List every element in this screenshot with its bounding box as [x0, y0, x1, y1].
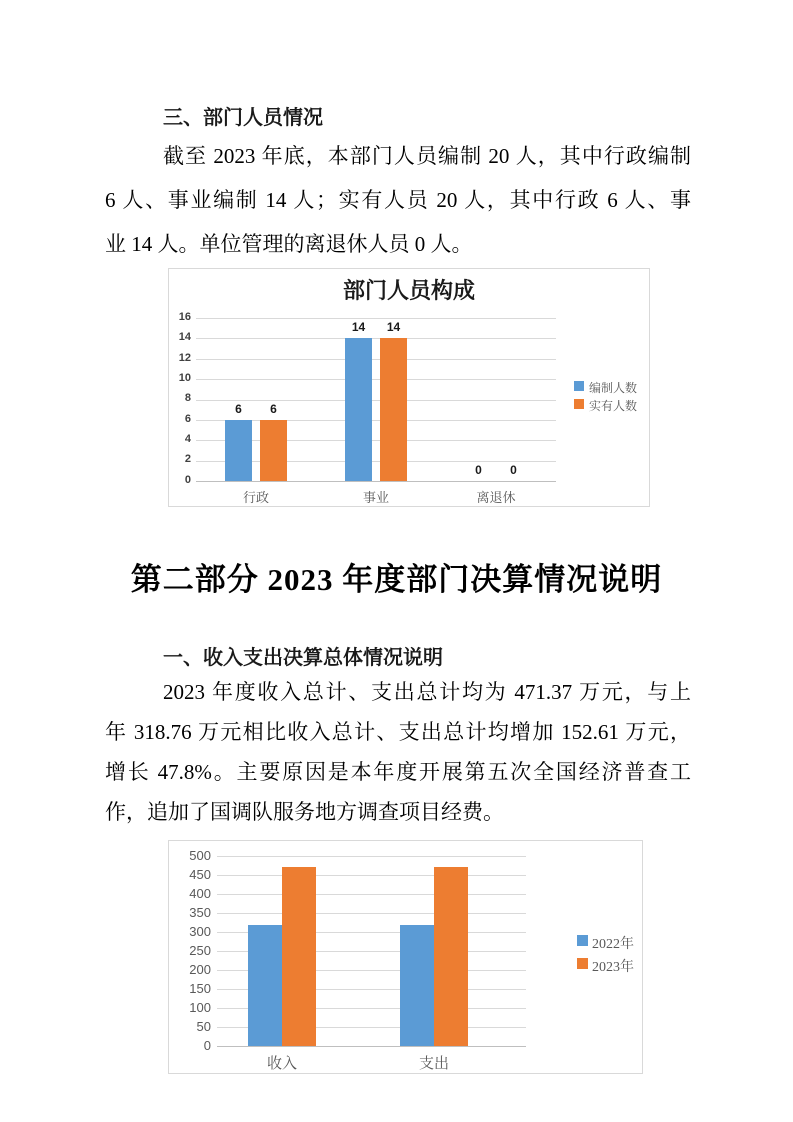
gridline [196, 338, 556, 339]
y-tick-label: 12 [178, 352, 191, 364]
text-line: 增长 47.8%。主要原因是本年度开展第五次全国经济普查工 [105, 760, 691, 784]
y-tick-label: 0 [203, 1038, 211, 1053]
text-line: 作，追加了国调队服务地方调查项目经费。 [105, 800, 504, 824]
y-tick-label: 16 [178, 311, 191, 323]
paragraph-income-expenditure [105, 672, 691, 832]
y-tick-label: 50 [196, 1019, 211, 1034]
legend-swatch [577, 935, 588, 946]
legend-label: 2023年 [592, 960, 634, 975]
legend-swatch [574, 381, 584, 391]
x-category-label: 收入 [266, 1056, 297, 1072]
legend-item [574, 397, 637, 415]
bar-value-label: 6 [270, 402, 277, 416]
gridline [196, 318, 556, 319]
x-category-label: 行政 [242, 490, 269, 505]
y-tick-label: 4 [184, 433, 191, 445]
bar [225, 420, 252, 481]
bar [434, 867, 468, 1046]
bar [380, 338, 407, 481]
legend-swatch [577, 958, 588, 969]
legend-label: 编制人数 [589, 381, 638, 395]
text-line: 业 14 人。单位管理的离退休人员 0 人。 [105, 232, 473, 256]
bar-value-label: 14 [386, 320, 401, 334]
bar [260, 420, 287, 481]
bar [345, 338, 372, 481]
y-tick-label: 400 [189, 886, 211, 901]
text-line: 年 318.76 万元相比收入总计、支出总计均增加 152.61 万元， [105, 720, 691, 744]
x-category-label: 支出 [418, 1056, 449, 1072]
paragraph-personnel [105, 134, 691, 266]
section-heading-personnel: 三、部门人员情况 [163, 107, 323, 129]
y-tick-label: 200 [189, 962, 211, 977]
y-tick-label: 150 [189, 981, 211, 996]
legend-swatch [574, 399, 584, 409]
y-tick-label: 300 [189, 924, 211, 939]
gridline [217, 894, 526, 895]
gridline [217, 913, 526, 914]
x-category-label: 离退休 [476, 490, 516, 505]
x-axis-line [217, 1046, 526, 1047]
y-tick-label: 500 [189, 848, 211, 863]
text-line: 截至 2023 年底，本部门人员编制 20 人，其中行政编制 [163, 144, 691, 168]
bar-value-label: 0 [475, 463, 482, 477]
chart-personnel-composition [168, 268, 650, 507]
bar-value-label: 6 [235, 402, 242, 416]
y-tick-label: 250 [189, 943, 211, 958]
legend-item [574, 379, 637, 397]
legend-item [577, 933, 634, 956]
bar-value-label: 14 [351, 320, 366, 334]
legend-item [577, 956, 634, 979]
x-axis-line [196, 481, 556, 482]
part2-title: 第二部分 2023 年度部门决算情况说明 [130, 562, 663, 597]
gridline [217, 856, 526, 857]
text-line: 2023 年度收入总计、支出总计均为 471.37 万元，与上 [163, 680, 691, 704]
y-tick-label: 8 [184, 392, 191, 404]
gridline [217, 875, 526, 876]
chart-title: 部门人员构成 [342, 278, 475, 303]
section-heading-income-expenditure: 一、收入支出决算总体情况说明 [163, 647, 443, 669]
bar [282, 867, 316, 1046]
y-tick-label: 14 [178, 331, 191, 343]
legend-label: 实有人数 [589, 399, 638, 413]
y-tick-label: 350 [189, 905, 211, 920]
bar [248, 925, 282, 1046]
legend-label: 2022年 [592, 937, 634, 952]
gridline [196, 359, 556, 360]
gridline [196, 400, 556, 401]
y-tick-label: 100 [189, 1000, 211, 1015]
x-category-label: 事业 [362, 490, 389, 505]
y-tick-label: 6 [184, 413, 191, 425]
gridline [196, 379, 556, 380]
bar-value-label: 0 [510, 463, 517, 477]
y-tick-label: 0 [184, 474, 191, 486]
bar [400, 925, 434, 1046]
chart-income-expenditure [168, 840, 643, 1074]
y-tick-label: 2 [184, 453, 191, 465]
text-line: 6 人、事业编制 14 人；实有人员 20 人，其中行政 6 人、事 [105, 188, 691, 212]
y-tick-label: 450 [189, 867, 211, 882]
y-tick-label: 10 [178, 372, 191, 384]
